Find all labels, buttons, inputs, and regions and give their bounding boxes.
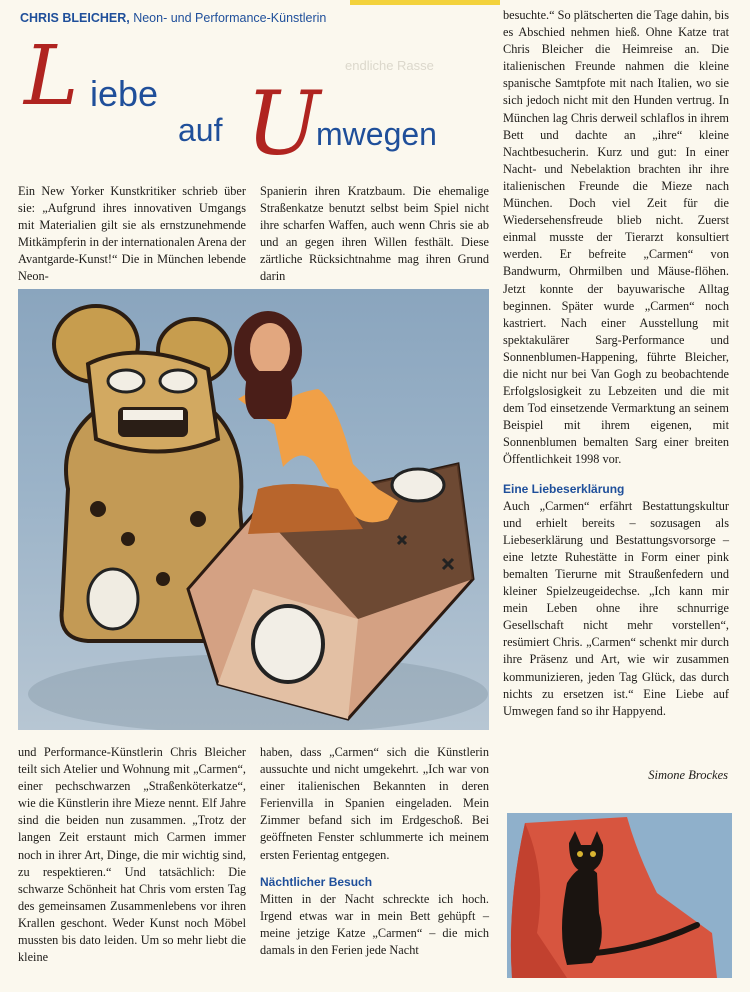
kicker-author-name: CHRIS BLEICHER, [20,11,130,25]
column-1-bottom [18,744,246,966]
paragraph: Auch „Carmen“ erfährt Bestattungskultur und erhielt bereits – sozusagen als Liebeserklärung und Bestattungsvorsorge – eine letzte Ruhestätte in Form einer pink bemalten Tierurne mit Straußenfedern und kleiner Spielzeugeidechse. „Ich kann mir mein Leben ohne ihre schnurrige Gesellschaft nicht mehr vorstellen“, resümiert Chris. „Carmen“ schenkt mir durch ihre Präsenz und Art, wie wir zusammen kommunizieren, jeden Tag Glück, das durch nichts zu ersetzen ist.“ Eine Liebe auf Umwegen fand so ihr Happyend. [503,498,729,718]
paragraph: Spanierin ihren Kratzbaum. Die ehemalige Straßenkatze benutzt selbst beim Spiel nicht ihre scharfen Waffen, auch wenn Chris sie ab und an gegen ihren Willen festhält. Diese zärtliche Rücksichtnahme mag ihren Grund darin [260,184,489,284]
main-photo [18,289,489,730]
paragraph: Mitten in der Nacht schreckte ich hoch. Irgend etwas war in mein Bett gehüpft – meine jetzige Katze „Carmen“ – die mich damals in den Ferien jede Nacht [260,891,489,958]
column-2-top [260,183,489,286]
top-tab-strip [350,0,500,5]
subhead-naechtlicher-besuch: Nächtlicher Besuch [260,874,373,889]
column-2-bottom [260,744,489,959]
paragraph: haben, dass „Carmen“ sich die Künstlerin aussuchte und nicht umgekehrt. „Ich war von einer italienischen Bekannten in deren Ferienvilla in Spanien eingeladen. Mein Zimmer befand sich im Erdgeschoß. Bei geöffneten Fenster schlummerte ich meinem ersten Ferientag entgegen. [260,745,489,862]
ghost-background-text: endliche Rasse [345,58,434,73]
title-word-auf: auf [178,112,223,148]
title-initial-l: L [24,29,79,124]
subhead-liebeserklaerung: Eine Liebeserklärung [503,481,625,496]
cat-photo [507,813,732,978]
author-signature: Simone Brockes [648,768,728,782]
paragraph: Ein New Yorker Kunstkritiker schrieb über sie: „Aufgrund ihres innovativen Umgangs mit Materialien gilt sie als ernstzunehmende Mitkämpferin in der internationalen Arena der Avantgarde-Kunst!“ Die in München lebende Neon- [18,184,246,284]
column-3 [503,7,729,720]
article-kicker [20,11,326,25]
title-word-liebe: iebe [90,73,159,114]
paragraph: besuchte.“ So plätscherten die Tage dahin, bis es Abschied nehmen hieß. Ohne Katze trat Chris Bleicher die Heimreise an. Die italienischen Freunde nahmen die kleine spanische Samtpfote mit nach Italien, wo sie sich jedoch nicht mit den Hunden vertrug. In München lag Chris derweil schlaflos in ihrem Bett und dachte an „ihre“ kleine Nachtbesucherin. Kurz und gut: In einer Nacht- und Nebelaktion brachten ihr ihre italienischen Freunde die Mieze nach München. Doch viel Zeit für die Wiedersehensfreude blieb nicht. Zuerst einmal musste der Tierarzt konsultiert werden. Er befreite „Carmen“ von Bandwurm, Ohrmilben und Mäuse-flöhen. Jetzt konnte der bayuwarische Alltag beginnen. Später wurde „Carmen“ noch kastriert. Nach einer Ausstellung mit spektakulärer Sarg-Performance und Sonnenblumen-Happening, führte Bleicher, die nicht nur bei Van Gogh zu beobachtende Erfolgslosigkeit zu Lebzeiten und die mit dem Tod einsetzende Vermarktung an seinem Beispiel mit ihrem eigenen, mit Sonnenblumen bemalten Sarg einer breiten Öffentlichkeit 1998 vor. [503,8,729,467]
photo-illustration [18,289,489,730]
title-word-mwegen: mwegen [316,116,437,152]
paragraph: und Performance-Künstlerin Chris Bleicher teilt sich Atelier und Wohnung mit „Carmen“, einer pechschwarzen „Straßenköterkatze“, wie die Künstlerin ihre Mieze nennt. Elf Jahre sind die beiden nun zusammen. „Trotz der langen Zeit erstaunt mich Carmen immer noch in ihrer Art, Dinge, die mir wichtig sind, zu respektieren.“ Und tatsächlich: Die schwarze Schönheit hat Chris vom ersten Tag des gemeinsamen Zusammenlebens vor ihren Krallen geschont. Weder Kunst noch Möbel mussten bis dato leiden. Um so mehr liebt die kleine [18,745,246,965]
cat-photo-illustration [507,813,732,978]
column-1-top [18,183,246,286]
kicker-author-role: Neon- und Performance-Künstlerin [129,11,327,25]
title-initial-u: U [246,72,321,175]
